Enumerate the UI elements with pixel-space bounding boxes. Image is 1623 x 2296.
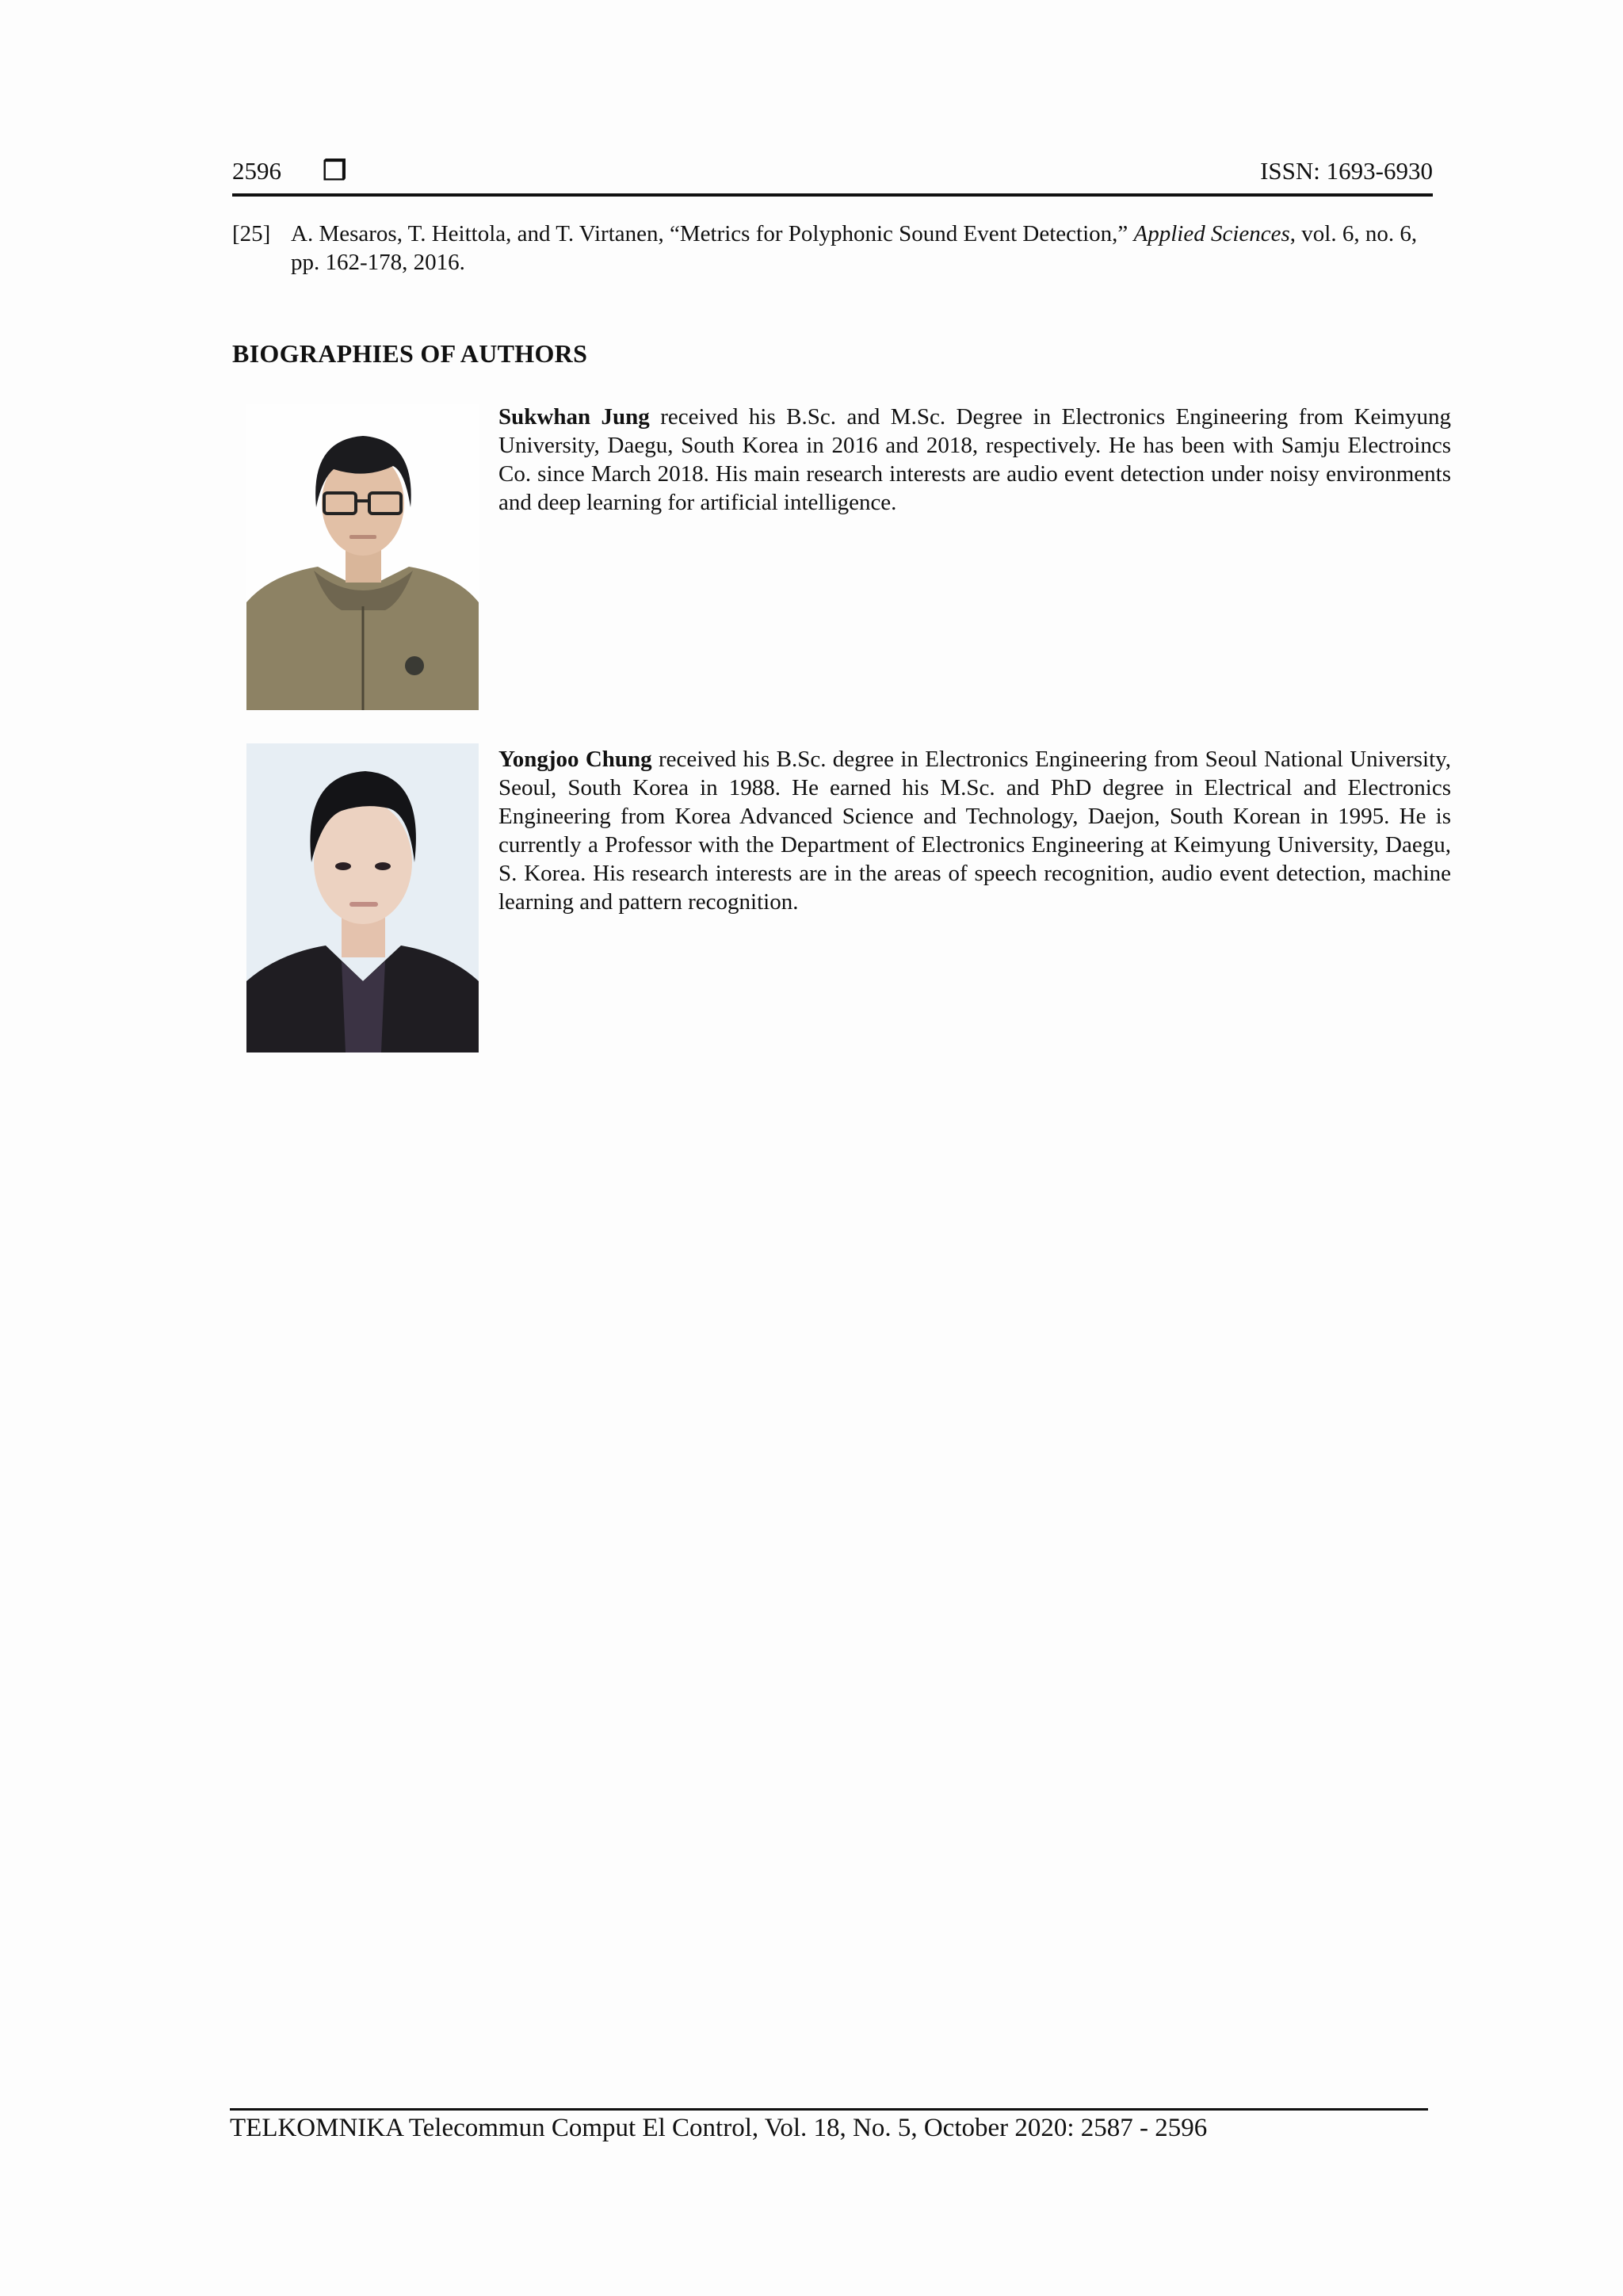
author-name: Sukwhan Jung [498, 404, 650, 430]
bio-text: received his B.Sc. and M.Sc. Degree in Electronics Engineering from Keimyung University, Daegu, South Korea in 2016 and 2018, respectively. He has been with Samju Electroincs Co. since March 2018. His main research interests are audio event detection under noisy environments and deep learning for artificial intelligence. [498, 404, 1451, 515]
section-title: BIOGRAPHIES OF AUTHORS [232, 339, 588, 368]
reference-details: , vol. 6, no. 6, pp. 162-178, 2016. [291, 221, 1418, 275]
box-bullet-icon: ❒ [323, 157, 347, 186]
author-name: Yongjoo Chung [498, 747, 652, 772]
author-photo-yongjoo-chung [246, 743, 479, 1052]
issn-label: ISSN: 1693-6930 [1260, 157, 1433, 185]
page-header [232, 152, 1433, 197]
page-footer: TELKOMNIKA Telecommun Comput El Control, Vol. 18, No. 5, October 2020: 2587 - 2596 [230, 2108, 1428, 2143]
bio-yongjoo-chung [498, 745, 1451, 916]
page-number: 2596 [232, 157, 281, 185]
reference-journal: Applied Sciences [1133, 221, 1290, 246]
reference-text [291, 220, 1433, 277]
bio-text: received his B.Sc. degree in Electronics Engineering from Seoul National University, Seoul, South Korea in 1988. He earned his M.Sc. and PhD degree in Electrical and Electronics Engineering from Korea Advanced Science and Technology, Daejon, South Korean in 1995. He is currently a Professor with the Department of Electronics Engineering at Keimyung University, Daegu, S. Korea. His research interests are in the areas of speech recognition, audio event detection, machine learning and pattern recognition. [498, 747, 1451, 915]
bio-sukwhan-jung [498, 403, 1451, 517]
author-photo-sukwhan-jung [246, 404, 479, 710]
reference-number: [25] [232, 221, 271, 246]
reference-authors-title: A. Mesaros, T. Heittola, and T. Virtanen, “Metrics for Polyphonic Sound Event Detection,” [291, 221, 1134, 246]
reference-entry [232, 220, 1433, 277]
